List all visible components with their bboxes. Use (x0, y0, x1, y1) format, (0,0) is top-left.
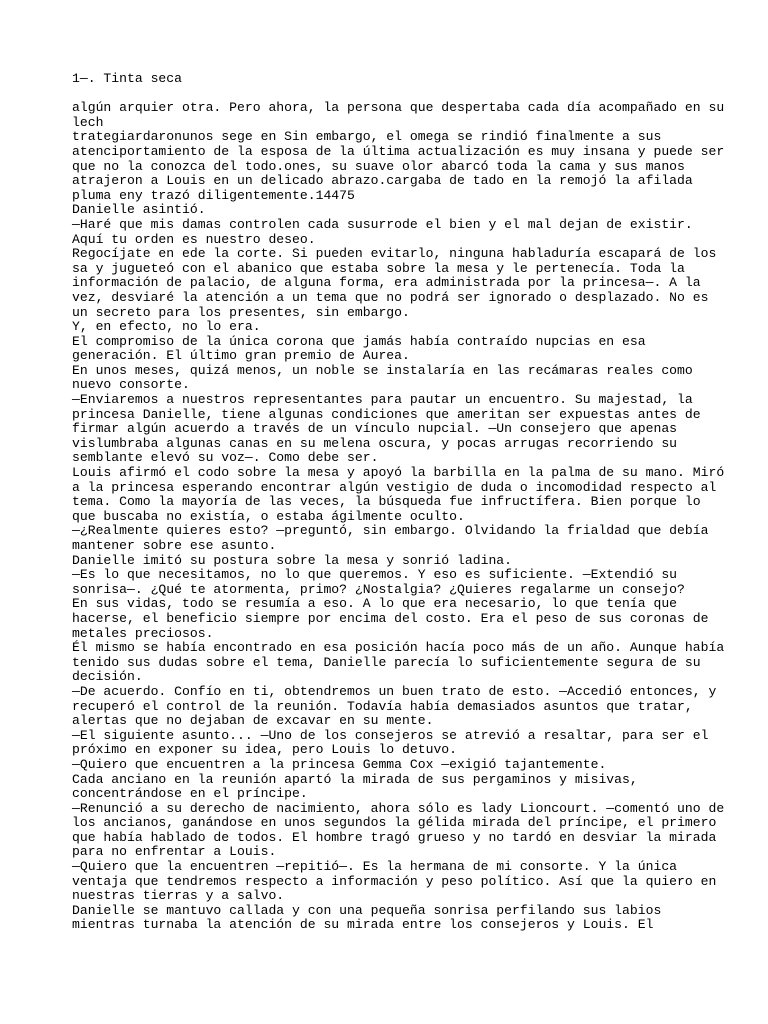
text-line: En unos meses, quizá menos, un noble se instalaría en las recámaras reales como (72, 362, 693, 378)
text-line: lech (72, 114, 104, 130)
text-line: Él mismo se había encontrado en esa posición hacía poco más de un año. Aunque había (72, 640, 725, 656)
text-line: un secreto para los presentes, sin embargo. (72, 304, 410, 320)
body-text (72, 100, 725, 933)
text-line: que no la conozca del todo.ones, su suave olor abarcó toda la cama y sus manos (72, 158, 685, 174)
document-page (72, 71, 725, 933)
text-line: trategiardaronunos sege en Sin embargo, el omega se rindió finalmente a sus (72, 129, 662, 145)
text-line: Louis afirmó el codo sobre la mesa y apoyó la barbilla en la palma de su mano. Miró (72, 465, 725, 481)
text-line: En sus vidas, todo se resumía a eso. A lo que era necesario, lo que tenía que (72, 596, 678, 612)
text-line: pluma eny trazó diligentemente.14475 (72, 187, 355, 203)
text-line: Danielle se mantuvo callada y con una pequeña sonrisa perfilando sus labios (72, 902, 662, 918)
text-line: —Haré que mis damas controlen cada susurrode el bien y el mal dejan de existir. (72, 216, 693, 232)
text-line: los ancianos, ganándose en unos segundos la gélida mirada del príncipe, el primero (72, 815, 717, 831)
text-line: —Renunció a su derecho de nacimiento, ahora sólo es lady Lioncourt. —comentó uno de (72, 800, 725, 816)
text-line: Regocíjate en ede la corte. Si pueden evitarlo, ninguna habladuría escapará de los (72, 246, 717, 262)
text-line: sonrisa—. ¿Qué te atormenta, primo? ¿Nostalgia? ¿Quieres regalarme un consejo? (72, 581, 685, 597)
text-line: vislumbraba algunas canas en su melena oscura, y pocas arrugas recorriendo su (72, 435, 678, 451)
text-line: Danielle imitó su postura sobre la mesa y sonrió ladina. (72, 552, 513, 568)
text-line: a la princesa esperando encontrar algún vestigio de duda o incomodidad respecto al (72, 479, 717, 495)
chapter-title: 1—. Tinta seca (72, 71, 183, 86)
text-line: concentrándose en el príncipe. (72, 786, 308, 802)
text-line: próximo en exponer su idea, pero Louis lo detuvo. (72, 742, 458, 758)
text-line: Cada anciano en la reunión apartó la mirada de sus pergaminos y misivas, (72, 771, 638, 787)
text-line: —Enviaremos a nuestros representantes para pautar un encuentro. Su majestad, la (72, 392, 693, 408)
text-line: ventaja que tendremos respecto a información y peso político. Así que la quiero en (72, 873, 717, 889)
text-line: mientras turnaba la atención de su mirada entre los consejeros y Louis. El (72, 917, 654, 933)
text-line: Danielle asintió. (72, 202, 206, 218)
text-line: tema. Como la mayoría de las veces, la búsqueda fue infructífera. Bien porque lo (72, 494, 701, 510)
text-line: decisión. (72, 669, 143, 685)
text-line: El compromiso de la única corona que jamás había contraído nupcias en esa (72, 333, 646, 349)
text-line: —Quiero que encuentren a la princesa Gemma Cox —exigió tajantemente. (72, 756, 607, 772)
text-line: algún arquier otra. Pero ahora, la persona que despertaba cada día acompañado en su (72, 100, 725, 116)
text-line: —¿Realmente quieres esto? —preguntó, sin embargo. Olvidando la frialdad que debía (72, 523, 709, 539)
text-line: —Quiero que la encuentren —repitió—. Es la hermana de mi consorte. Y la única (72, 859, 678, 875)
text-line: atenciportamiento de la esposa de la última actualización es muy insana y puede ser (72, 143, 725, 159)
text-line: Aquí tu orden es nuestro deseo. (72, 231, 316, 247)
text-line: firmar algún acuerdo a través de un vínculo nupcial. —Un consejero que apenas (72, 421, 678, 437)
text-line: —Es lo que necesitamos, no lo que queremos. Y eso es suficiente. —Extendió su (72, 567, 678, 583)
text-line: tenido sus dudas sobre el tema, Danielle parecía lo suficientemente segura de su (72, 654, 701, 670)
text-line: hacerse, el beneficio siempre por encima del costo. Era el peso de sus coronas de (72, 610, 709, 626)
text-line: que buscaba no existía, o estaba ágilmente oculto. (72, 508, 465, 524)
text-line: semblante elevó su voz—. Como debe ser. (72, 450, 379, 466)
text-line: metales preciosos. (72, 625, 214, 641)
text-line: princesa Danielle, tiene algunas condiciones que ameritan ser expuestas antes de (72, 406, 701, 422)
text-line: mantener sobre ese asunto. (72, 538, 277, 553)
text-line: generación. El último gran premio de Aurea. (72, 348, 410, 364)
text-line: sa y jugueteó con el abanico que estaba sobre la mesa y le pertenecía. Toda la (72, 260, 685, 276)
text-line: para no enfrentar a Louis. (72, 844, 277, 860)
text-line: vez, desviaré la atención a un tema que no podrá ser ignorado o desplazado. No es (72, 289, 709, 305)
text-line: nuevo consorte. (72, 377, 190, 393)
text-line: recuperó el control de la reunión. Todavía había demasiados asuntos que tratar, (72, 698, 693, 714)
text-line: atrajeron a Louis en un delicado abrazo.cargaba de tado en la remojó la afilada (72, 173, 693, 189)
text-line: —De acuerdo. Confío en ti, obtendremos un buen trato de esto. —Accedió entonces, y (72, 683, 717, 699)
text-line: nuestras tierras y a salvo. (72, 888, 285, 904)
text-line: alertas que no dejaban de excavar en su mente. (72, 713, 434, 729)
text-line: información de palacio, de alguna forma, era administrada por la princesa—. A la (72, 275, 701, 291)
text-line: Y, en efecto, no lo era. (72, 319, 261, 335)
text-line: que había hablado de todos. El hombre tragó grueso y no tardó en desviar la mirada (72, 829, 717, 845)
text-line: —El siguiente asunto... —Uno de los consejeros se atrevió a resaltar, para ser el (72, 727, 709, 743)
